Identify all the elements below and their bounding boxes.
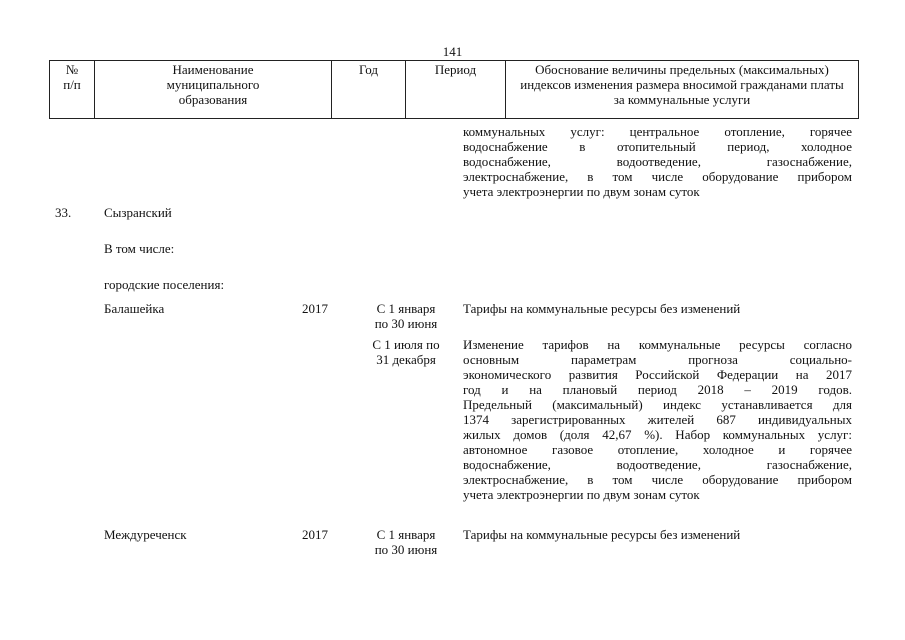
table-header <box>49 60 859 119</box>
paragraph-line: водоснабжение в отопительный период, холодное <box>463 139 852 154</box>
header-name-line: Наименование <box>172 62 254 77</box>
paragraph-line: водоснабжение, водоотведение, газоснабжение, <box>463 457 852 472</box>
header-number-line: п/п <box>63 77 81 92</box>
settlement-name: Междуреченск <box>104 527 187 542</box>
period-cell <box>358 527 454 557</box>
header-period-label: Период <box>434 62 477 77</box>
header-year-label: Год <box>358 62 379 77</box>
paragraph-line: 1374 зарегистрированных жителей 687 индивидуальных <box>463 412 852 427</box>
paragraph-line: жилых домов (доля 42,67 %). Набор коммунальных услуг: <box>463 427 852 442</box>
year-value: 2017 <box>302 301 328 316</box>
urban-settlements-label: городские поселения: <box>104 277 225 292</box>
period-line: по 30 июня <box>374 542 438 557</box>
period-line: по 30 июня <box>374 316 438 331</box>
paragraph-line: Изменение тарифов на коммунальные ресурсы согласно <box>463 337 852 352</box>
header-basis-line: за коммунальные услуги <box>613 92 751 107</box>
paragraph-line: экономического развития Российской Федерации на 2017 <box>463 367 852 382</box>
settlement-name: Балашейка <box>104 301 165 316</box>
period-cell <box>358 337 454 367</box>
period-line: 31 декабря <box>376 352 436 367</box>
page-number: 141 <box>442 44 463 59</box>
paragraph-line: автономное газовое отопление, холодное и горячее <box>463 442 852 457</box>
paragraph-line: электроснабжение, в том числе оборудование прибором <box>463 472 852 487</box>
paragraph-line: электроснабжение, в том числе оборудование прибором <box>463 169 852 184</box>
paragraph-line: коммунальных услуг: центральное отопление, горячее <box>463 124 852 139</box>
paragraph-line: Предельный (максимальный) индекс устанавливается для <box>463 397 852 412</box>
paragraph-line: учета электроэнергии по двум зонам суток <box>463 184 700 199</box>
paragraph-line: год и на плановый период 2018 – 2019 годов. <box>463 382 852 397</box>
period-line: С 1 января <box>376 527 436 542</box>
header-number-line: № <box>65 62 79 77</box>
continuation-paragraph <box>463 124 852 199</box>
header-basis-line: Обоснование величины предельных (максимальных) <box>535 62 829 77</box>
including-label: В том числе: <box>104 241 175 256</box>
year-value: 2017 <box>302 527 328 542</box>
header-number-column <box>50 61 95 118</box>
basis-text: Тарифы на коммунальные ресурсы без изменений <box>463 527 741 542</box>
period-line: С 1 января <box>376 301 436 316</box>
basis-paragraph <box>463 337 852 502</box>
header-year-column <box>332 61 406 118</box>
header-name-column <box>95 61 332 118</box>
paragraph-line: учета электроэнергии по двум зонам суток <box>463 487 700 502</box>
header-name-line: образования <box>178 92 248 107</box>
header-basis-line: индексов изменения размера вносимой гражданами платы <box>520 77 844 92</box>
paragraph-line: водоснабжение, водоотведение, газоснабжение, <box>463 154 852 169</box>
paragraph-line: основным параметрам прогноза социально- <box>463 352 852 367</box>
row-number: 33. <box>55 205 72 220</box>
header-basis-column <box>506 61 858 118</box>
basis-text: Тарифы на коммунальные ресурсы без изменений <box>463 301 741 316</box>
header-period-column <box>406 61 506 118</box>
header-name-line: муниципального <box>166 77 260 92</box>
municipality-name: Сызранский <box>104 205 172 220</box>
period-line: С 1 июля по <box>372 337 440 352</box>
period-cell <box>358 301 454 331</box>
